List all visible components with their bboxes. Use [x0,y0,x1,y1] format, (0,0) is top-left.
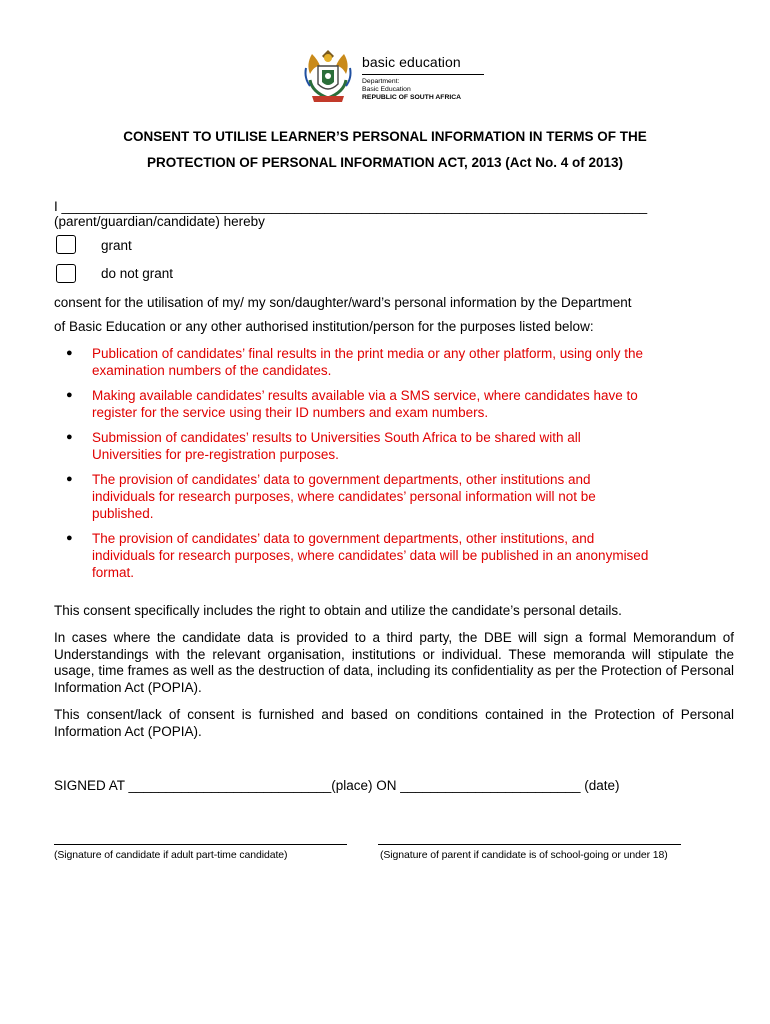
signed-at-line[interactable]: SIGNED AT ___________________________(place) ON ________________________ (date) [54,778,620,793]
popia-paragraph: This consent/lack of consent is furnished and based on conditions contained in the Protection of Personal Information Act (POPIA). [54,707,734,739]
grant-label: grant [101,238,132,253]
form-title-line-1: CONSENT TO UTILISE LEARNER’S PERSONAL INFORMATION IN TERMS OF THE [123,129,647,144]
dept-line-1: Department: [362,78,400,85]
logo-divider [362,74,484,75]
bullet-icon: ● [66,389,73,401]
purpose-item: ● The provision of candidates’ data to government departments, other institutions, and individuals for research purposes, where candidates’ data will be published in an anonymised format. [66,531,649,580]
purpose-item: ● The provision of candidates’ data to government departments, other institutions and individuals for research purposes, where candidates’ personal information will not be published. [66,472,596,521]
consent-text-line-1: consent for the utilisation of my/ my son/daughter/ward’s personal information by the Department [54,295,632,310]
consent-scope-paragraph: This consent specifically includes the right to obtain and utilize the candidate’s personal details. [54,603,622,618]
do-not-grant-label: do not grant [101,266,174,281]
purpose-item: ● Making available candidates’ results available via a SMS service, where candidates have to register for the service using their ID numbers and exam numbers. [66,388,638,420]
third-party-paragraph: In cases where the candidate data is provided to a third party, the DBE will sign a formal Memorandum of Understandings with the relevant organisation, institutions or individual. These memoranda will stipulate the usage, time frames as well as the destruction of data, including its confidentiality as per the Protection of Personal Information Act (POPIA). [54,630,734,695]
do-not-grant-checkbox[interactable] [56,264,76,283]
purposes-list [63,345,731,581]
form-title-line-2: PROTECTION OF PERSONAL INFORMATION ACT, 2013 (Act No. 4 of 2013) [146,155,624,170]
consent-text-line-2: of Basic Education or any other authorised institution/person for the purposes listed below: [54,319,594,334]
purpose-item: ● Publication of candidates’ final results in the print media or any other platform, using only the examination numbers of the candidates. [66,346,644,378]
bullet-icon: ● [66,347,73,359]
role-text: (parent/guardian/candidate) hereby [54,214,265,229]
bullet-icon: ● [66,431,73,443]
candidate-signature-line[interactable] [54,844,347,845]
bullet-icon: ● [66,473,73,485]
dbe-logo [302,44,486,106]
org-name: basic education [362,54,461,70]
parent-signature-caption: (Signature of parent if candidate is of school-going or under 18) [380,849,668,861]
parent-signature-line[interactable] [378,844,681,845]
purpose-item: ● Submission of candidates’ results to Universities South Africa to be shared with all Universities for pre-registration purposes. [66,430,581,462]
bullet-icon: ● [66,532,73,544]
grant-checkbox[interactable] [56,235,76,254]
org-subtitle [362,78,461,102]
candidate-signature-caption: (Signature of candidate if adult part-time candidate) [54,849,288,861]
dept-line-2: Basic Education [362,86,411,93]
name-field[interactable]: I ______________________________________________________________________________ [54,199,648,214]
country-name: REPUBLIC OF SOUTH AFRICA [362,94,462,101]
coat-of-arms-icon [302,44,354,106]
